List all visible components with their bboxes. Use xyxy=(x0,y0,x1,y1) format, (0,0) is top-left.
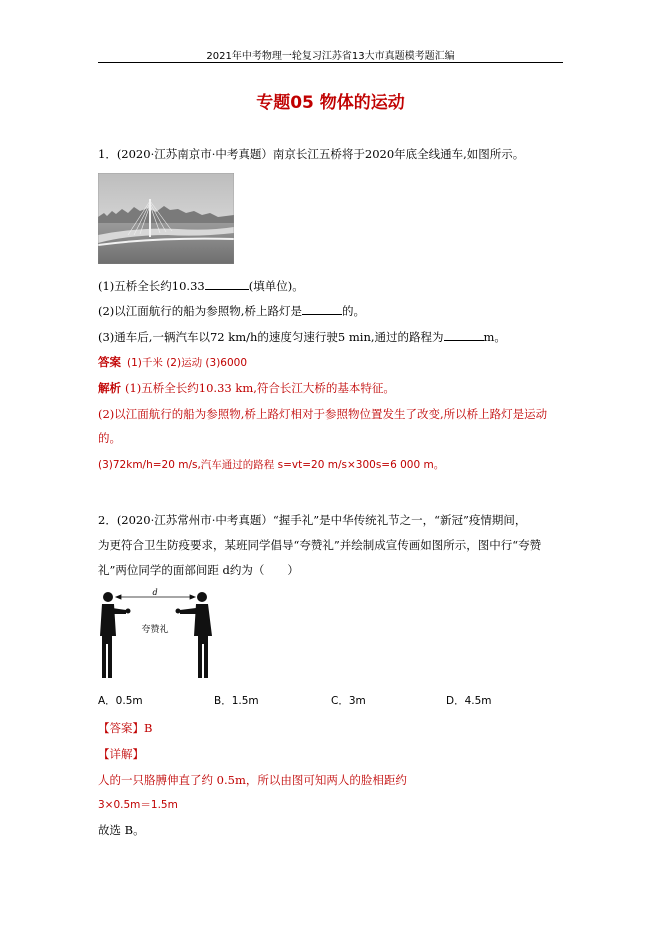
q2-option-d: D．4.5m xyxy=(446,695,492,707)
q1-stem: 1．(2020·江苏南京市·中考真题）南京长江五桥将于2020年底全线通车,如图所示。 xyxy=(98,147,525,161)
q2-option-a: A．0.5m xyxy=(98,695,143,707)
q2-option-b: B．1.5m xyxy=(214,695,259,707)
q1-analysis-1: 解析 (1)五桥全长约10.33 km,符合长江大桥的基本特征。 xyxy=(98,381,395,395)
header-divider xyxy=(98,62,563,63)
q2-stem-2: 为更符合卫生防疫要求，某班同学倡导“夸赞礼”并绘制成宣传画如图所示，图中行“夸赞 xyxy=(98,538,542,552)
q2-answer: 【答案】B xyxy=(98,721,153,735)
q1-blank-3 xyxy=(444,329,484,341)
page-header: 2021年中考物理一轮复习江苏省13大市真题模考题汇编 xyxy=(206,51,455,62)
q1-part3: (3)通车后,一辆汽车以72 km/h的速度匀速行驶5 min,通过的路程为 m。 xyxy=(98,330,506,344)
q2-detail-1: 人的一只胳膊伸直了约 0.5m，所以由图可知两人的脸相距约 xyxy=(98,773,407,787)
thumbs-up-illustration xyxy=(98,588,222,682)
q1-analysis-3: (3)72km/h=20 m/s,汽车通过的路程 s=vt=20 m/s×300s=6 000 m。 xyxy=(98,459,445,471)
q2-option-c: C．3m xyxy=(331,695,366,707)
q1-blank-2 xyxy=(302,303,342,315)
q1-part1: (1)五桥全长约10.33 (填单位)。 xyxy=(98,279,304,293)
q1-blank-1 xyxy=(205,278,249,290)
document-title: 专题05 物体的运动 xyxy=(256,93,405,113)
q2-detail-2: 3×0.5m＝1.5m xyxy=(98,799,178,811)
q1-part2: (2)以江面航行的船为参照物,桥上路灯是 的。 xyxy=(98,304,365,318)
q2-stem-3: 礼”两位同学的面部间距 d约为（ ） xyxy=(98,563,299,577)
q2-detail-label: 【详解】 xyxy=(98,747,144,761)
bridge-photo xyxy=(98,173,234,264)
q1-answer: 答案 (1)千米 (2)运动 (3)6000 xyxy=(98,355,248,369)
q2-conclusion: 故选 B。 xyxy=(98,823,145,837)
q1-analysis-2a: (2)以江面航行的船为参照物,桥上路灯相对于参照物位置发生了改变,所以桥上路灯是运动 xyxy=(98,407,548,421)
figure-d-label: d xyxy=(152,588,158,597)
q1-analysis-2b: 的。 xyxy=(98,431,121,445)
q2-options xyxy=(98,693,518,709)
q2-stem-1: 2．(2020·江苏常州市·中考真题）“握手礼”是中华传统礼节之一，“新冠”疫情期间， xyxy=(98,513,527,527)
figure-caption: 夸赞礼 xyxy=(141,625,169,635)
